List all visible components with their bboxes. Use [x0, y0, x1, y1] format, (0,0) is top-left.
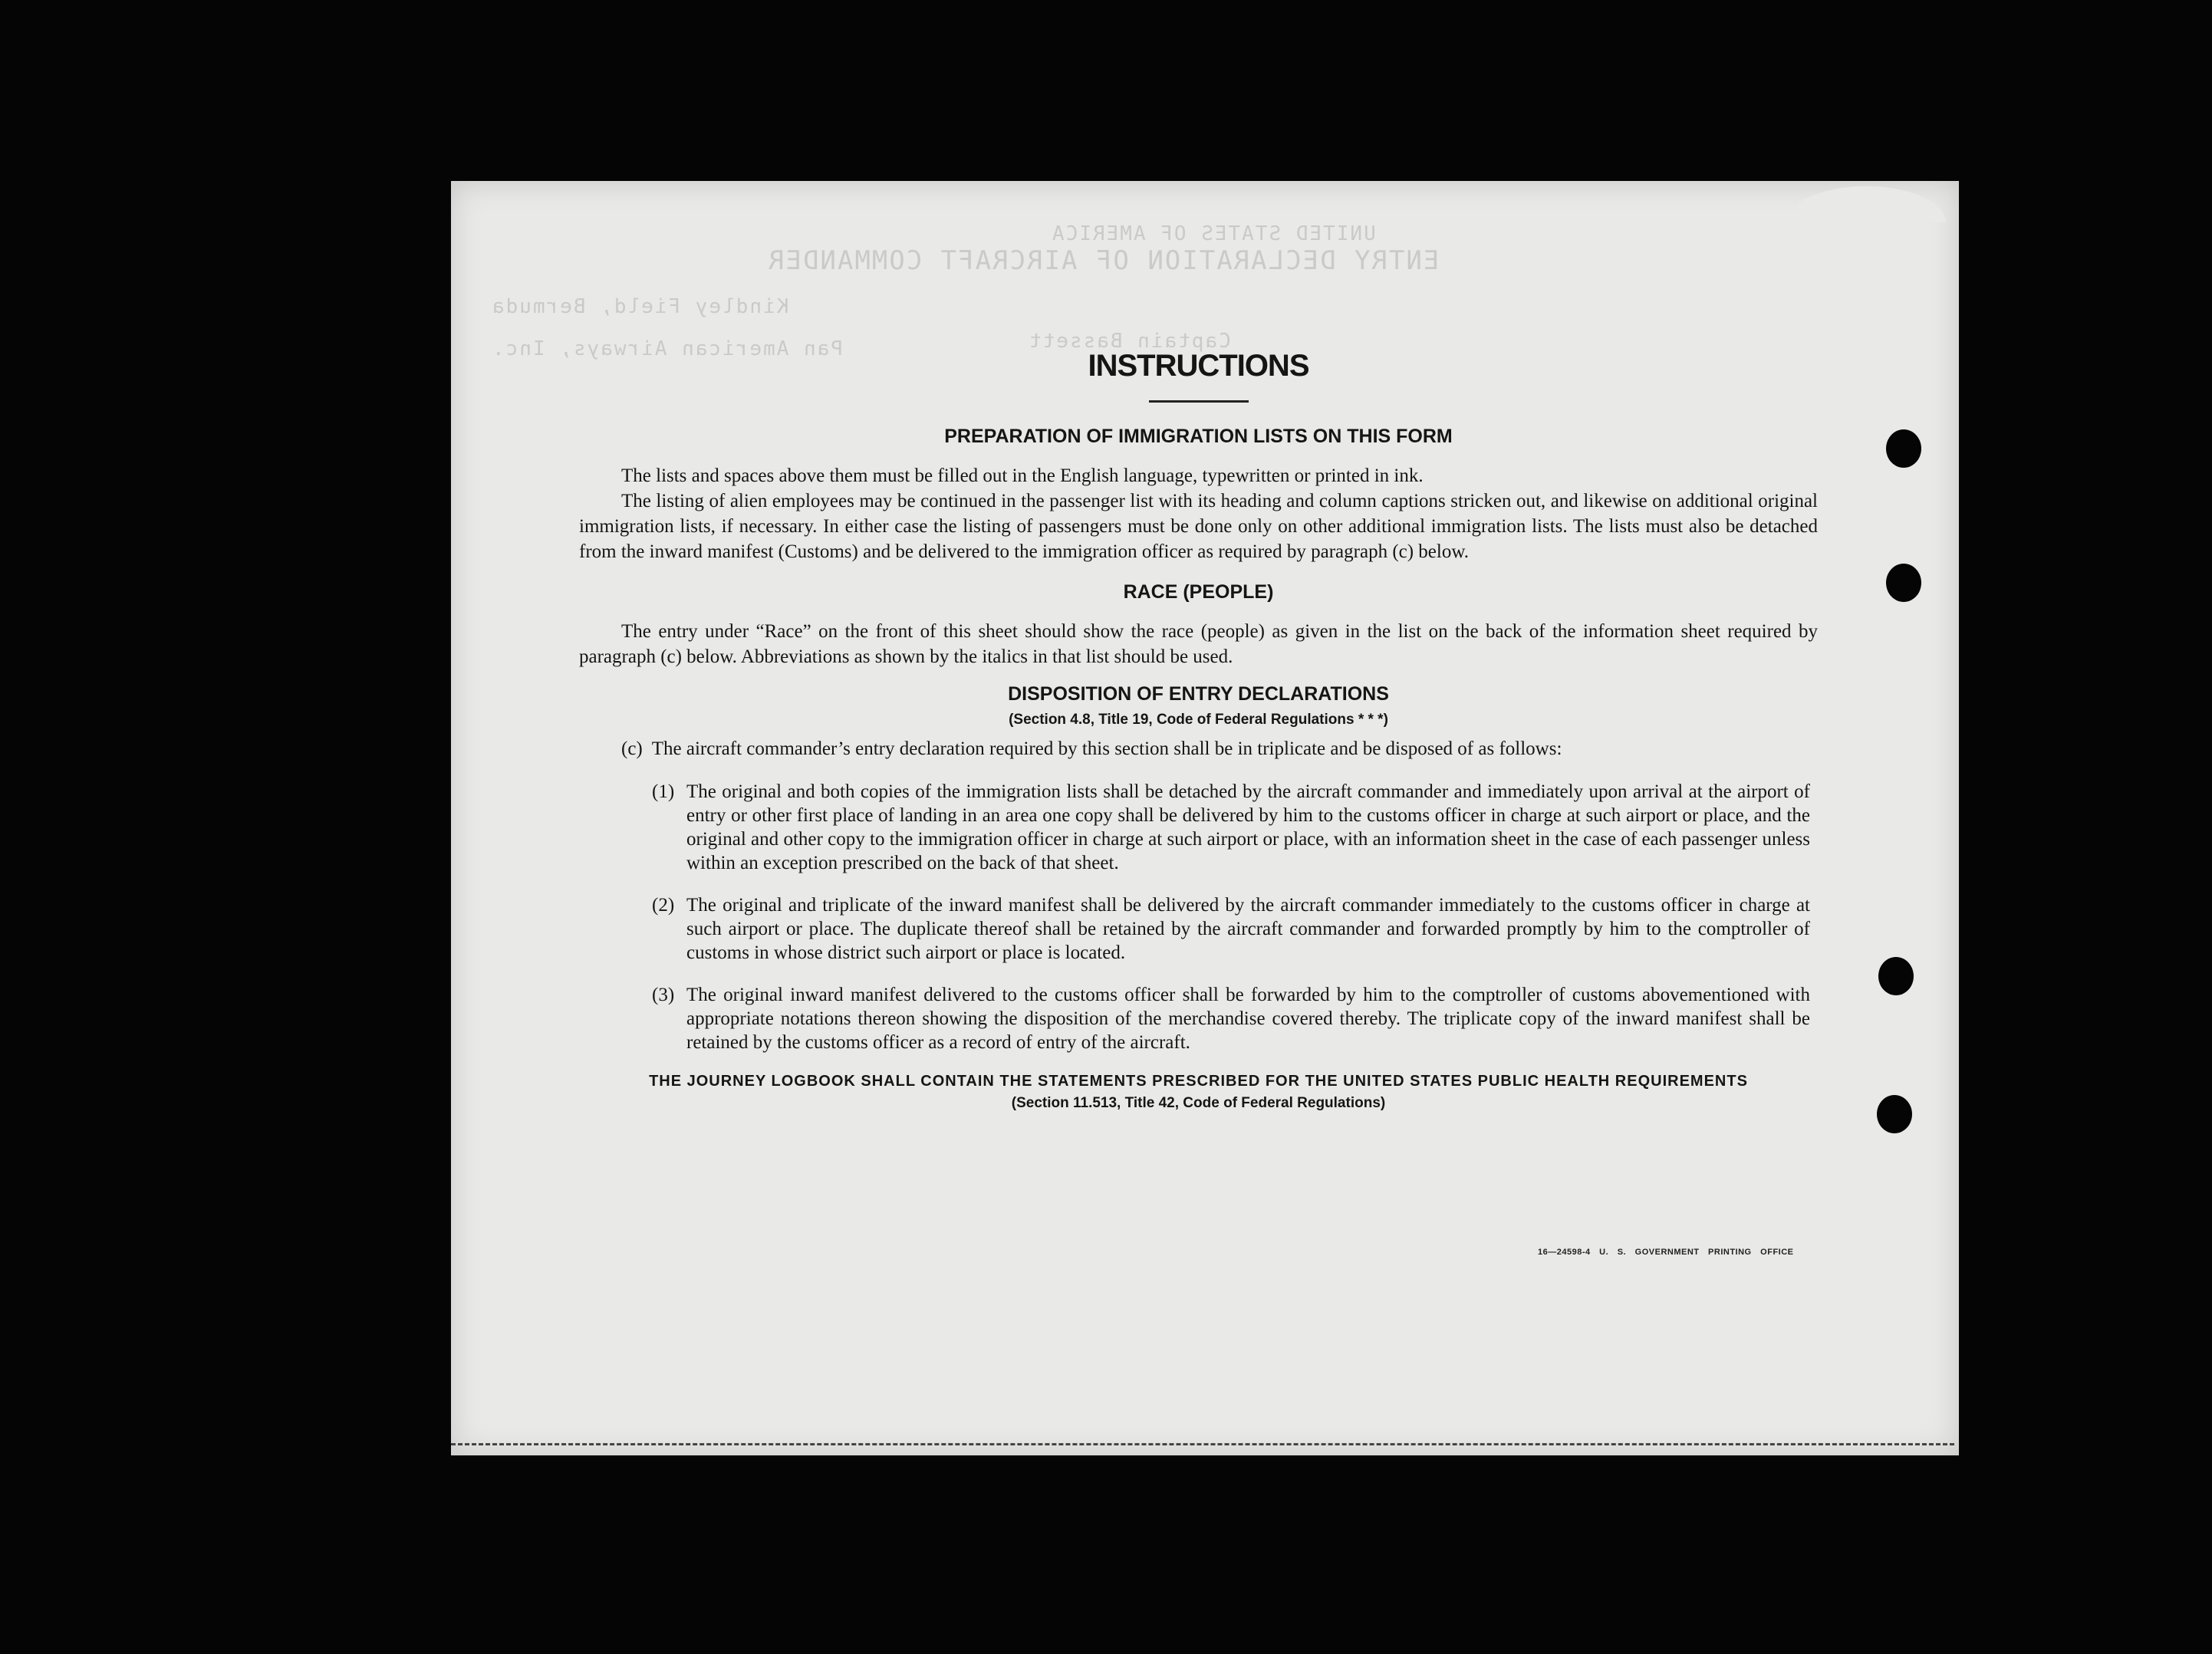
instructions-content	[579, 349, 1818, 1112]
punch-hole	[1877, 1095, 1912, 1133]
torn-corner	[1799, 176, 1967, 222]
list-item-number: (3)	[652, 985, 675, 1005]
section-heading-race: RACE (PEOPLE)	[1123, 581, 1274, 603]
bleed-through-text: Captain Bassett	[1028, 330, 1231, 353]
public-health-notice: THE JOURNEY LOGBOOK SHALL CONTAIN THE STATEMENTS PRESCRIBED FOR THE UNITED STATES PUBLIC HEALTH REQUIREMENTS	[649, 1073, 1748, 1090]
list-item-text: The original and both copies of the immigration lists shall be detached by the aircraft commander and immediately upon arrival at the airport of entry or other first place of landing in an area one copy shall be delivered by him to the customs officer in charge at such airport or place, and the original and other copy to the immigration officer in charge at such airport or place, with an information sheet in the case of each passenger unless within an exception prescribed on the back of that sheet.	[686, 781, 1810, 873]
printer-mark: 16—24598-4 U. S. GOVERNMENT PRINTING OFFICE	[1538, 1248, 1794, 1257]
paragraph-c-label: (c)	[621, 738, 643, 759]
bleed-through-text: Kindley Field, Bermuda	[491, 295, 789, 318]
section-citation: (Section 4.8, Title 19, Code of Federal Regulations * * *)	[1009, 712, 1388, 728]
punch-hole	[1886, 429, 1921, 468]
list-item-text: The original and triplicate of the inward manifest shall be delivered by the aircraft commander immediately to the customs officer in charge at such airport or place. The duplicate thereof shall be retained by the aircraft commander and forwarded promptly by him to the comptroller of customs in whose district such airport or place is located.	[686, 895, 1810, 963]
paragraph-c-text: The aircraft commander’s entry declaration required by this section shall be in triplicate and be disposed of as follows:	[651, 738, 1562, 759]
page-title: INSTRUCTIONS	[1088, 349, 1309, 383]
paragraph-race: The entry under “Race” on the front of this sheet should show the race (people) as given in the list on the back of the information sheet required by paragraph (c) below. Abbreviations as shown by the italics in that list should be used.	[579, 621, 1818, 667]
list-item	[652, 893, 1818, 965]
perforation-line	[451, 1443, 1954, 1445]
list-item-number: (1)	[652, 781, 675, 802]
bleed-through-text: ENTRY DECLARATION OF AIRCRAFT COMMANDER	[767, 245, 1440, 276]
paragraph-lists-english: The lists and spaces above them must be filled out in the English language, typewritten or printed in ink.	[621, 465, 1424, 486]
public-health-citation: (Section 11.513, Title 42, Code of Federal Regulations)	[1011, 1095, 1386, 1111]
paragraph-c	[621, 736, 1818, 761]
punch-hole	[1886, 564, 1921, 602]
section-heading-preparation: PREPARATION OF IMMIGRATION LISTS ON THIS FORM	[944, 426, 1453, 447]
title-rule	[1149, 400, 1249, 403]
list-item	[652, 983, 1818, 1054]
list-item-text: The original inward manifest delivered to the customs officer shall be forwarded by him to the comptroller of customs abovementioned with appropriate notations thereon showing the disposition of the merchandise covered thereby. The triplicate copy of the inward manifest shall be retained by the customs officer as a record of entry of the aircraft.	[686, 985, 1810, 1053]
bleed-through-text: Pan American Airways, Inc.	[491, 337, 843, 360]
bleed-through-text: UNITED STATES OF AMERICA	[1051, 222, 1376, 245]
disposition-list	[652, 780, 1818, 1054]
list-item-number: (2)	[652, 895, 675, 916]
punch-hole	[1878, 957, 1914, 995]
section-heading-disposition: DISPOSITION OF ENTRY DECLARATIONS	[1008, 683, 1389, 705]
list-item	[652, 780, 1818, 875]
paragraph-alien-employees: The listing of alien employees may be continued in the passenger list with its heading and column captions stricken out, and likewise on additional original immigration lists, if necessary. In either case the listing of passengers must be done only on other additional immigration lists. The lists must also be detached from the inward manifest (Customs) and be delivered to the immigration officer as required by paragraph (c) below.	[579, 491, 1818, 562]
